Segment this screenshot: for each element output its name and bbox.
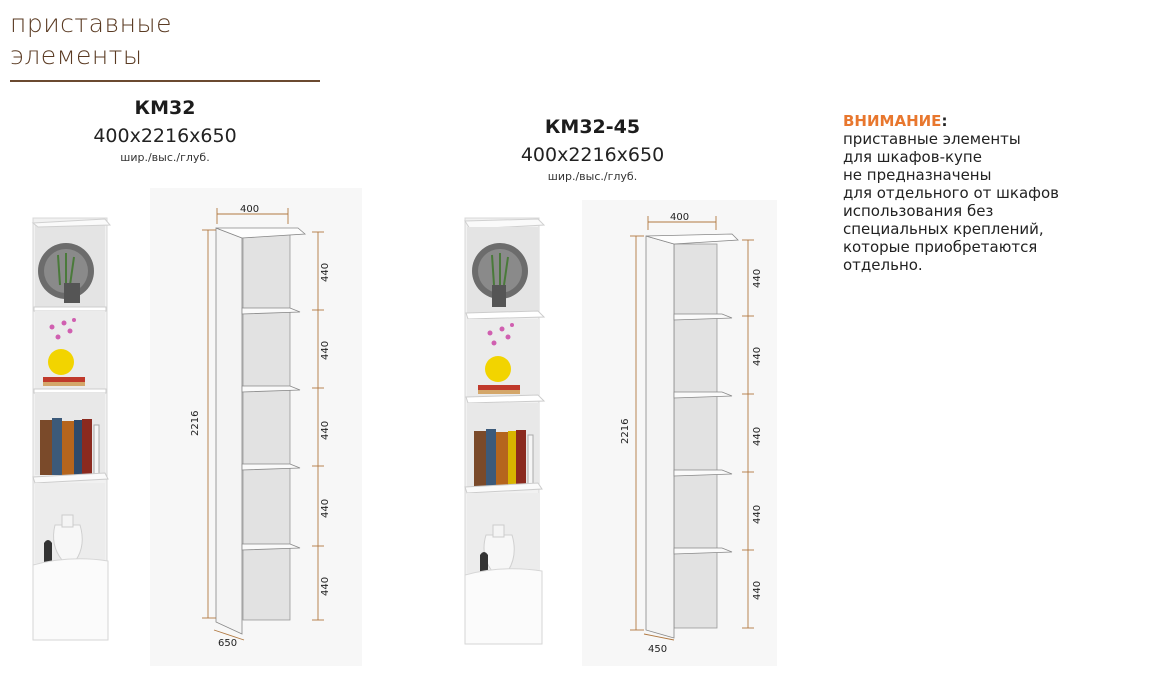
section-label: 440	[320, 498, 331, 518]
depth-label: 650	[218, 638, 238, 649]
section-label: 440	[752, 580, 763, 600]
heading-divider	[10, 80, 320, 82]
dimensions-legend: шир./выс./глуб.	[120, 151, 210, 164]
section-label: 440	[320, 420, 331, 440]
section-label: 440	[752, 426, 763, 446]
notice-line: специальных креплений,	[843, 220, 1044, 238]
height-label: 2216	[620, 418, 631, 444]
width-label: 400	[670, 212, 690, 223]
height-label: 2216	[190, 410, 201, 436]
section-label: 440	[320, 262, 331, 282]
notice-title: ВНИМАНИЕ	[843, 112, 942, 130]
depth-label: 450	[648, 644, 668, 655]
heading-line-1: приставные	[10, 9, 172, 38]
model-km32-caption	[80, 97, 250, 164]
notice-line: не предназначены	[843, 166, 992, 184]
notice-line: приставные элементы	[843, 130, 1021, 148]
model-code: КМ32-45	[544, 116, 641, 138]
notice-line: для шкафов-купе	[843, 148, 982, 166]
notice-line: отдельно.	[843, 256, 923, 274]
section-label: 440	[752, 346, 763, 366]
notice-line: которые приобретаются	[843, 238, 1038, 256]
notice-line: для отдельного от шкафов	[843, 184, 1060, 202]
model-dimensions: 400x2216x650	[93, 125, 237, 147]
notice-line: использования без	[843, 202, 994, 220]
model-km32-45-caption	[505, 116, 680, 183]
width-label: 400	[240, 204, 260, 215]
section-label: 440	[752, 504, 763, 524]
km32-product-photo	[30, 215, 112, 645]
section-label: 440	[320, 340, 331, 360]
km32-dimension-drawing	[150, 188, 362, 666]
section-heading	[10, 8, 172, 72]
notice-colon: :	[941, 112, 948, 130]
section-label: 440	[320, 576, 331, 596]
model-dimensions: 400x2216x650	[520, 144, 665, 166]
section-label: 440	[752, 268, 763, 288]
dimensions-legend: шир./выс./глуб.	[547, 170, 638, 183]
model-code: КМ32	[134, 97, 196, 119]
km32-45-product-photo	[462, 215, 546, 647]
km32-45-dimension-drawing	[582, 200, 777, 666]
notice-block	[843, 112, 1059, 274]
heading-line-2: элементы	[10, 41, 143, 70]
